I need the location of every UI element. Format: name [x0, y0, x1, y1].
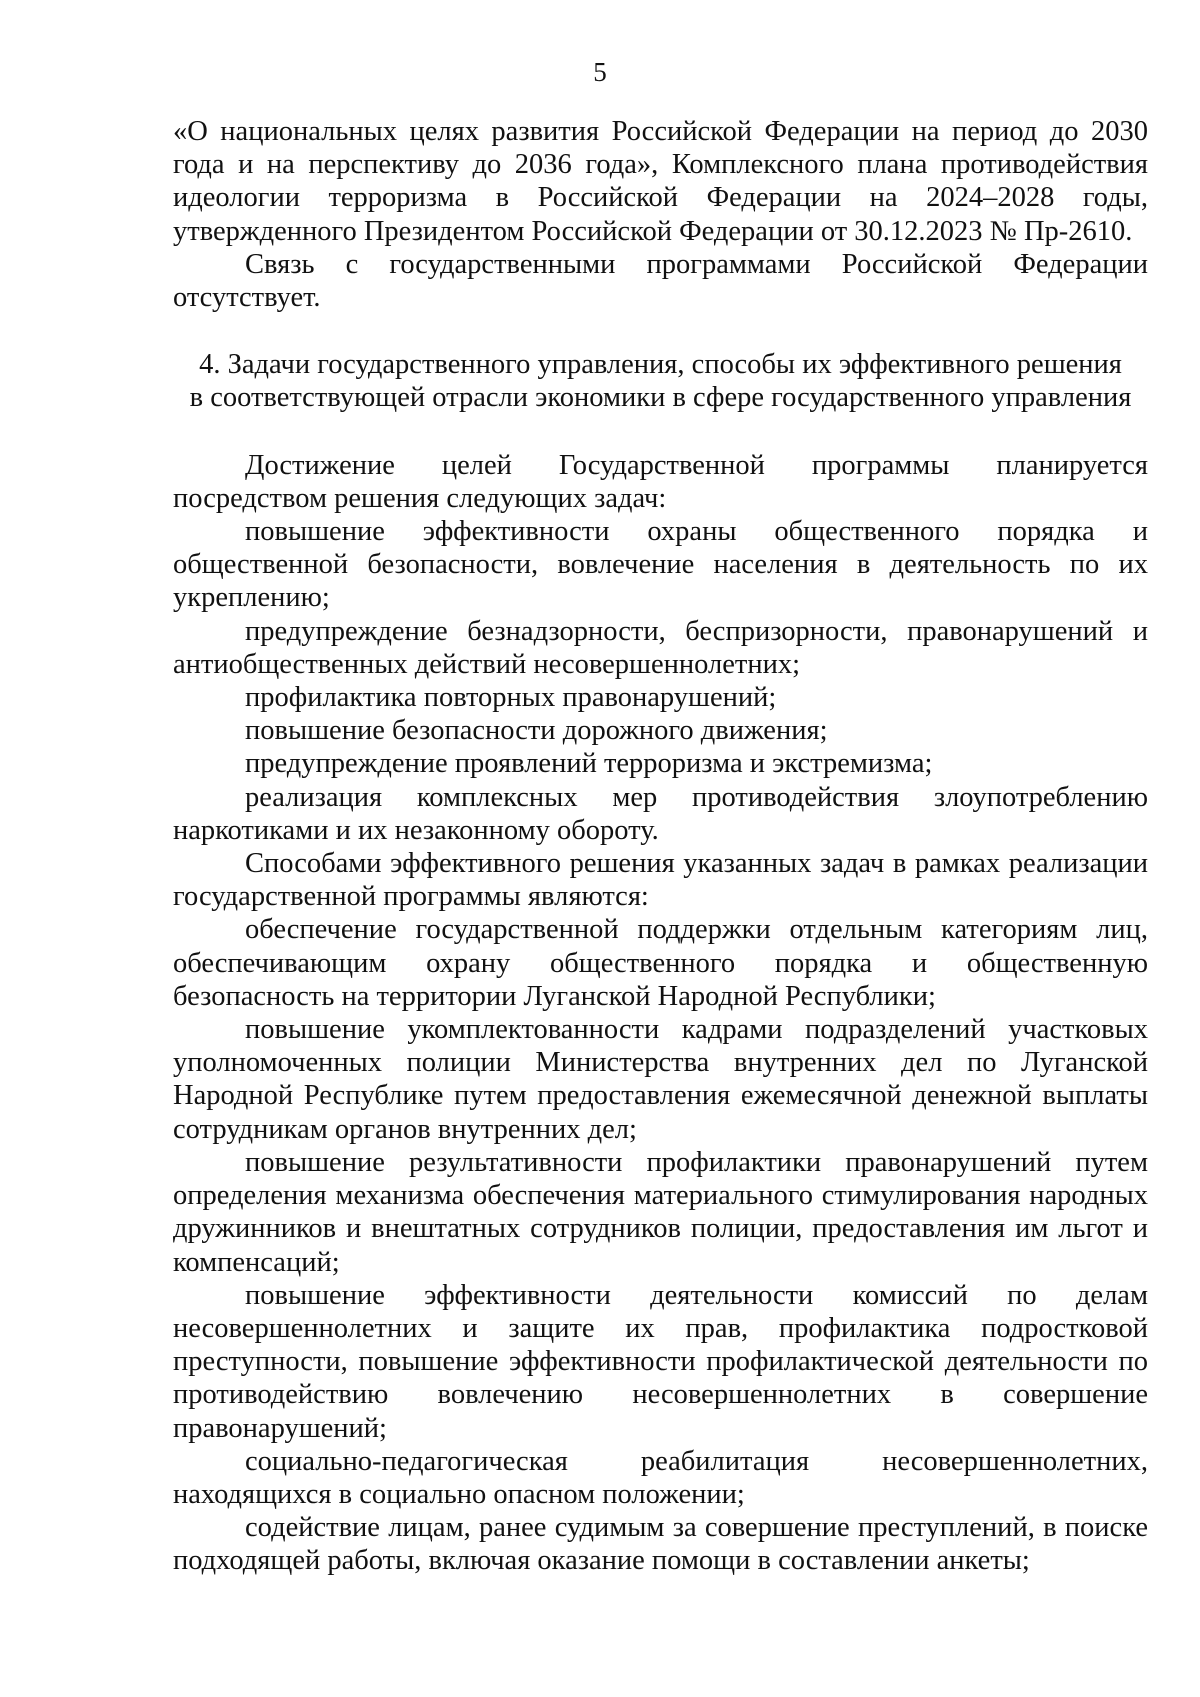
spacer: [173, 415, 1148, 449]
method-item-employment-assistance: содействие лицам, ранее судимым за совершение преступлений, в поиске подходящей работы, включая оказание помощи в составлении анкеты;: [173, 1512, 1148, 1577]
page-number: 5: [593, 57, 607, 87]
section-heading: [173, 348, 1148, 414]
task-item-repeat-offenses: профилактика повторных правонарушений;: [245, 682, 777, 714]
method-item-state-support: обеспечение государственной поддержки отдельным категориям лиц, обеспечивающим охрану общественного порядка и общественную безопасность на территории Луганской Народной Республики;: [173, 914, 1148, 1012]
paragraph-goals-reference: «О национальных целях развития Российской Федерации на период до 2030 года и на перспективу до 2036 года», Комплексного плана противодействия идеологии терроризма в Российской Федерации на 2024–2028 годы, утвержденного Президентом Российской Федерации от 30.12.2023 № Пр-2610.: [173, 116, 1148, 247]
paragraph-state-programs-link: Связь с государственными программами Российской Федерации отсутствует.: [173, 248, 1148, 314]
method-item-staffing: повышение укомплектованности кадрами подразделений участковых уполномоченных полиции Министерства внутренних дел по Луганской Народной Республике путем предоставления ежемесячной денежной выплаты сотрудникам органов внутренних дел;: [173, 1014, 1148, 1145]
task-item-road-safety: повышение безопасности дорожного движения;: [245, 715, 828, 747]
task-item-terrorism-extremism: предупреждение проявлений терроризма и экстремизма;: [245, 748, 933, 780]
section-heading-line-2: в соответствующей отрасли экономики в сфере государственного управления: [189, 382, 1132, 414]
section-heading-line-1: 4. Задачи государственного управления, способы их эффективного решения: [199, 349, 1122, 381]
method-item-juvenile-commissions: повышение эффективности деятельности комиссий по делам несовершеннолетних и защите их прав, профилактика подростковой преступности, повышение эффективности профилактической деятельности по противодействию вовлечению несовершеннолетних в совершение правонарушений;: [173, 1279, 1148, 1444]
method-item-rehabilitation: социально-педагогическая реабилитация несовершеннолетних, находящихся в социально опасном положении;: [173, 1445, 1148, 1510]
task-item-public-order: повышение эффективности охраны общественного порядка и общественной безопасности, вовлечение населения в деятельность по их укреплению;: [173, 516, 1148, 614]
spacer: [173, 314, 1148, 348]
paragraph-tasks-intro: Достижение целей Государственной программы планируется посредством решения следующих задач:: [173, 449, 1148, 514]
document-body: [173, 115, 1148, 1578]
method-item-volunteer-incentives: повышение результативности профилактики правонарушений путем определения механизма обеспечения материального стимулирования народных дружинников и внештатных сотрудников полиции, предоставления им льгот и компенсаций;: [173, 1146, 1148, 1278]
task-item-narcotics: реализация комплексных мер противодействия злоупотреблению наркотиками и их незаконному обороту.: [173, 781, 1148, 846]
paragraph-methods-intro: Способами эффективного решения указанных задач в рамках реализации государственной программы являются:: [173, 848, 1148, 913]
task-item-juvenile-prevention: предупреждение безнадзорности, беспризорности, правонарушений и антиобщественных действий несовершеннолетних;: [173, 615, 1148, 680]
